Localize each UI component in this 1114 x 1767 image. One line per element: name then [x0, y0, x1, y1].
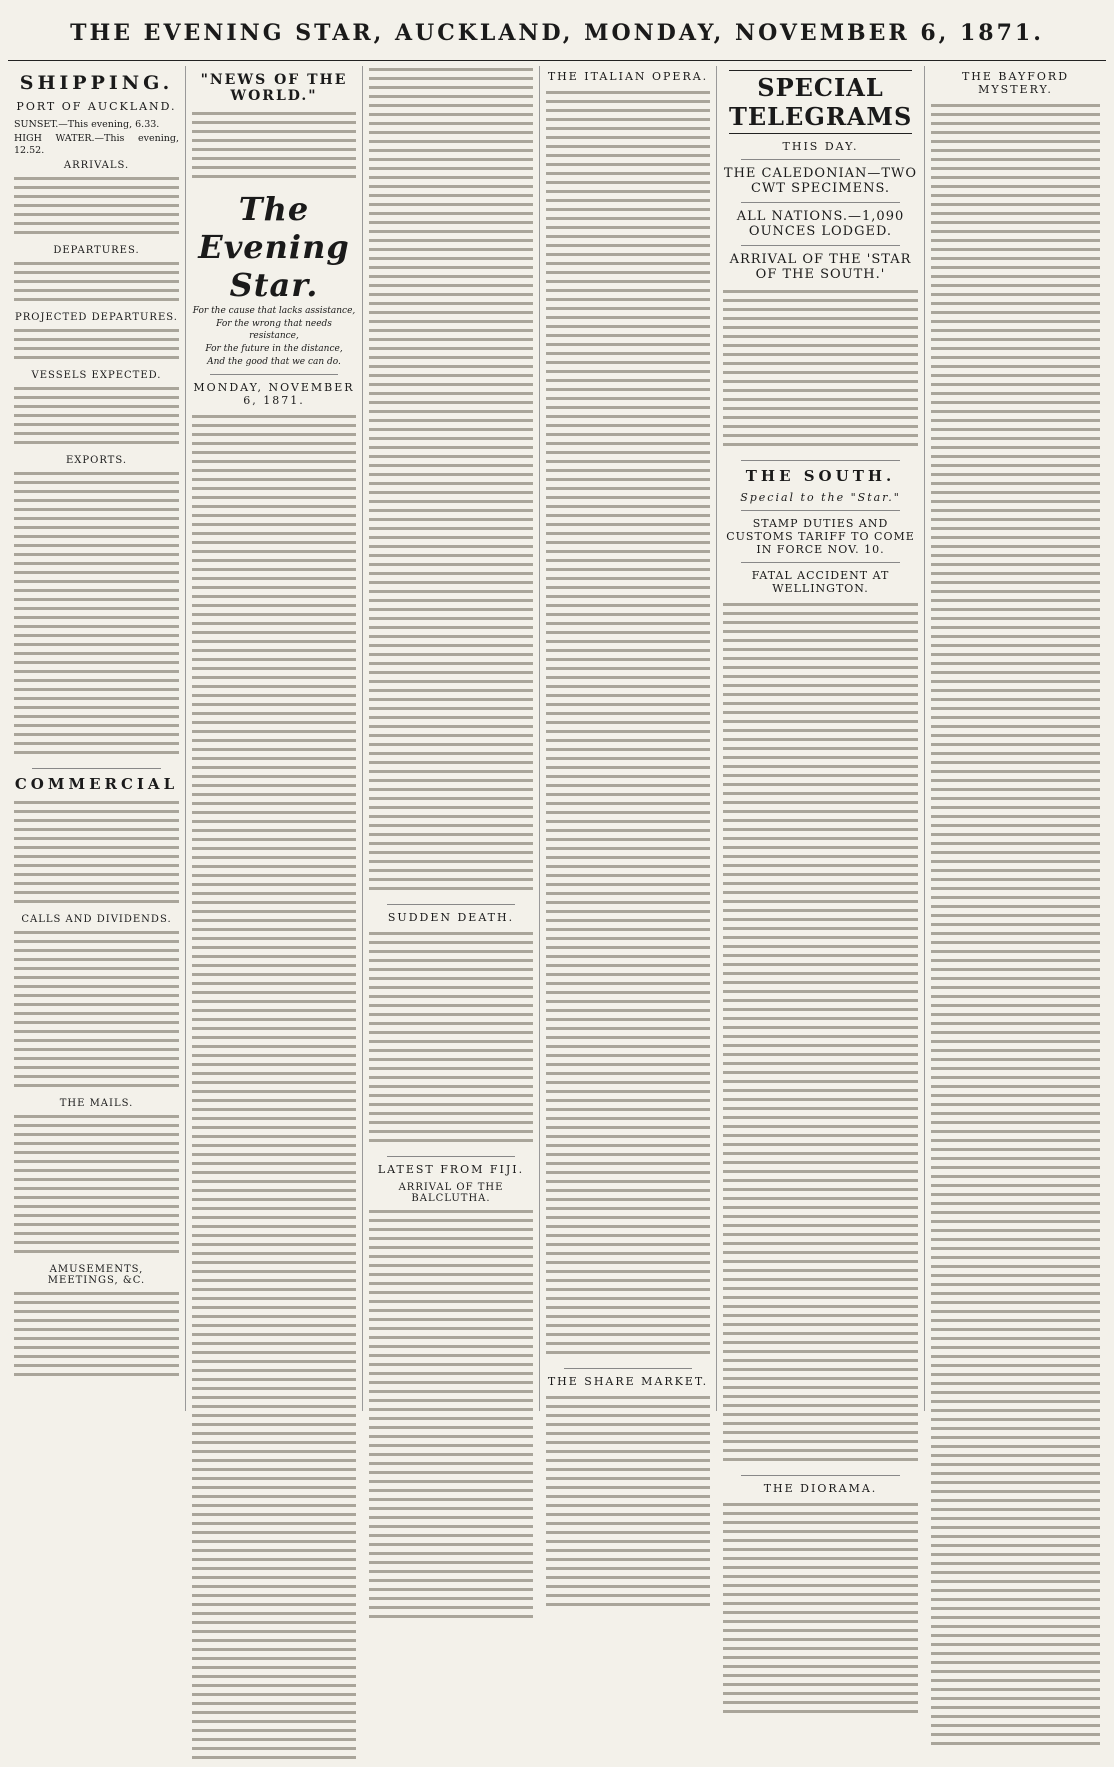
divider	[741, 159, 900, 160]
tagline-2: For the wrong that needs resistance,	[216, 319, 332, 341]
telegram-text	[723, 288, 918, 454]
south-text	[723, 601, 918, 1469]
calls-table	[14, 929, 179, 1095]
amusements-text	[14, 1290, 179, 1384]
tagline-1: For the cause that lacks assistance,	[192, 306, 356, 316]
newspaper-title: THE EVENING STAR, AUCKLAND, MONDAY, NOVEMBER 6, 1871.	[70, 20, 1044, 46]
dateline: MONDAY, NOVEMBER 6, 1871.	[193, 381, 355, 408]
divider	[387, 904, 515, 905]
arrivals-heading: ARRIVALS.	[63, 159, 130, 171]
mails-text	[14, 1113, 179, 1261]
masthead-rule	[8, 60, 1106, 61]
column-bayford	[924, 66, 1106, 1411]
exports-text	[14, 470, 179, 762]
departures-heading: DEPARTURES.	[53, 244, 140, 256]
arrivals-text	[14, 175, 179, 242]
opera-text	[546, 89, 710, 1362]
bayford-heading: THE BAYFORD MYSTERY.	[961, 70, 1070, 96]
all-nations-heading: ALL NATIONS.—1,090 OUNCES LODGED.	[736, 209, 905, 239]
vessels-text	[14, 385, 179, 452]
paper-name: The Evening Star.	[198, 190, 350, 304]
local-news-text	[369, 66, 533, 898]
tagline-4: And the good that we can do.	[207, 357, 341, 367]
commercial-text	[14, 799, 179, 911]
arrival-balclutha-heading: ARRIVAL OF THE BALCLUTHA.	[398, 1182, 504, 1204]
column-opera	[539, 66, 716, 1411]
sudden-death-text	[369, 930, 533, 1150]
projected-text	[14, 327, 179, 367]
divider	[741, 202, 900, 203]
divider	[32, 768, 161, 769]
tagline-3: For the future in the distance,	[205, 343, 343, 354]
sudden-death-heading: SUDDEN DEATH.	[387, 911, 515, 924]
stamp-duties-heading: STAMP DUTIES AND CUSTOMS TARIFF TO COME IN FORCE NOV. 10.	[726, 517, 915, 556]
editorial-text	[192, 413, 356, 1767]
highwater-line: HIGH WATER.—This evening, 12.52.	[14, 132, 179, 156]
special-to-star: Special to the "Star."	[740, 491, 901, 504]
this-day-heading: THIS DAY.	[782, 140, 859, 153]
divider	[741, 1475, 900, 1476]
latest-fiji-heading: LATEST FROM FIJI.	[377, 1163, 525, 1176]
divider	[564, 1368, 692, 1369]
the-south-heading: THE SOUTH.	[745, 467, 896, 485]
calls-heading: CALLS AND DIVIDENDS.	[21, 913, 172, 925]
port-heading: PORT OF AUCKLAND.	[16, 100, 177, 113]
fiji-text	[369, 1208, 533, 1626]
divider	[741, 510, 900, 511]
news-of-world-text	[192, 110, 356, 186]
divider	[741, 245, 900, 246]
diorama-text	[723, 1501, 918, 1721]
share-market-text	[546, 1394, 710, 1614]
caledonian-heading: THE CALEDONIAN—TWO CWT SPECIMENS.	[723, 166, 918, 196]
vessels-heading: VESSELS EXPECTED.	[31, 369, 162, 381]
column-shipping	[8, 66, 185, 1411]
fatal-accident-heading: FATAL ACCIDENT AT WELLINGTON.	[751, 569, 890, 595]
news-of-world-heading: "NEWS OF THE WORLD."	[200, 72, 348, 104]
sunset-line: SUNSET.—This evening, 6.33.	[14, 119, 160, 130]
masthead	[0, 0, 1114, 62]
projected-heading: PROJECTED DEPARTURES.	[15, 311, 178, 323]
amusements-heading: AMUSEMENTS, MEETINGS, &C.	[47, 1263, 146, 1286]
share-market-heading: THE SHARE MARKET.	[547, 1375, 709, 1388]
departures-text	[14, 260, 179, 309]
section-title-shipping: SHIPPING.	[19, 72, 174, 94]
arrival-star-heading: ARRIVAL OF THE 'STAR OF THE SOUTH.'	[729, 252, 912, 282]
column-local-news	[362, 66, 539, 1411]
divider	[387, 1156, 515, 1157]
opera-heading: THE ITALIAN OPERA.	[547, 70, 709, 83]
bayford-text	[931, 102, 1100, 1753]
divider	[741, 460, 900, 461]
special-telegrams-banner: SPECIAL TELEGRAMS	[729, 70, 912, 134]
commercial-heading: COMMERCIAL	[14, 774, 179, 793]
column-editorial	[185, 66, 362, 1411]
diorama-heading: THE DIORAMA.	[763, 1482, 878, 1495]
column-telegrams	[716, 66, 924, 1495]
mails-heading: THE MAILS.	[59, 1097, 134, 1109]
exports-heading: EXPORTS.	[65, 454, 128, 466]
divider	[210, 374, 338, 375]
divider	[741, 562, 900, 563]
